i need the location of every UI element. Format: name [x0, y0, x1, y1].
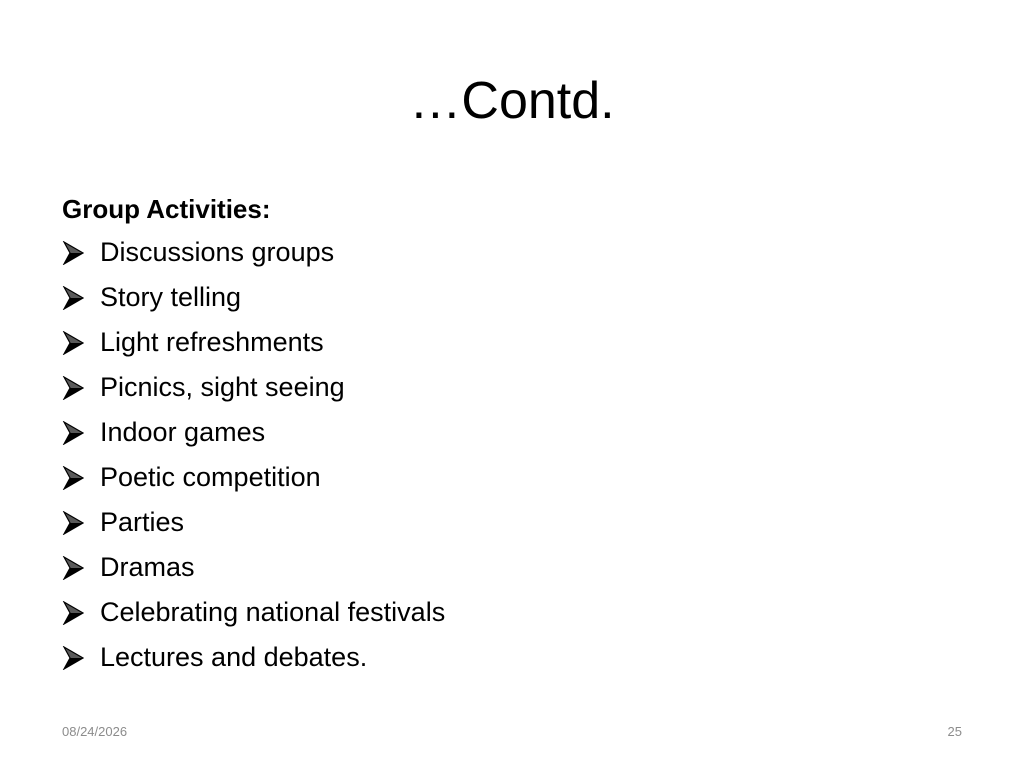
list-item-text: Poetic competition	[100, 462, 321, 492]
page-number: 25	[947, 724, 962, 739]
arrow-bullet-icon	[62, 508, 100, 538]
footer-date: 08/24/2026	[62, 724, 128, 739]
list-item-text: Lectures and debates.	[100, 642, 368, 672]
list-item	[62, 275, 962, 320]
list-item-text: Discussions groups	[100, 237, 335, 267]
list-item-text: Parties	[100, 507, 185, 537]
arrow-bullet-icon	[62, 373, 100, 403]
list-item	[62, 410, 962, 455]
arrow-bullet-icon	[62, 598, 100, 628]
slide-title: …Contd.	[409, 72, 615, 130]
list-item-text: Celebrating national festivals	[100, 597, 446, 627]
list-item-text: Picnics, sight seeing	[100, 372, 345, 402]
list-item-text: Dramas	[100, 552, 195, 582]
arrow-bullet-icon	[62, 463, 100, 493]
arrow-bullet-icon	[62, 238, 100, 268]
list-item	[62, 320, 962, 365]
list-item-text: Story telling	[100, 282, 242, 312]
list-item-text: Indoor games	[100, 417, 266, 447]
list-item-text: Light refreshments	[100, 327, 324, 357]
list-item	[62, 635, 962, 680]
arrow-bullet-icon	[62, 643, 100, 673]
list-item	[62, 590, 962, 635]
list-item	[62, 545, 962, 590]
arrow-bullet-icon	[62, 283, 100, 313]
list-item	[62, 230, 962, 275]
list-item	[62, 365, 962, 410]
slide-body	[62, 188, 962, 680]
list-item	[62, 455, 962, 500]
section-heading: Group Activities:	[62, 194, 271, 224]
list-item	[62, 500, 962, 545]
arrow-bullet-icon	[62, 553, 100, 583]
arrow-bullet-icon	[62, 418, 100, 448]
activity-list	[62, 230, 962, 680]
arrow-bullet-icon	[62, 328, 100, 358]
